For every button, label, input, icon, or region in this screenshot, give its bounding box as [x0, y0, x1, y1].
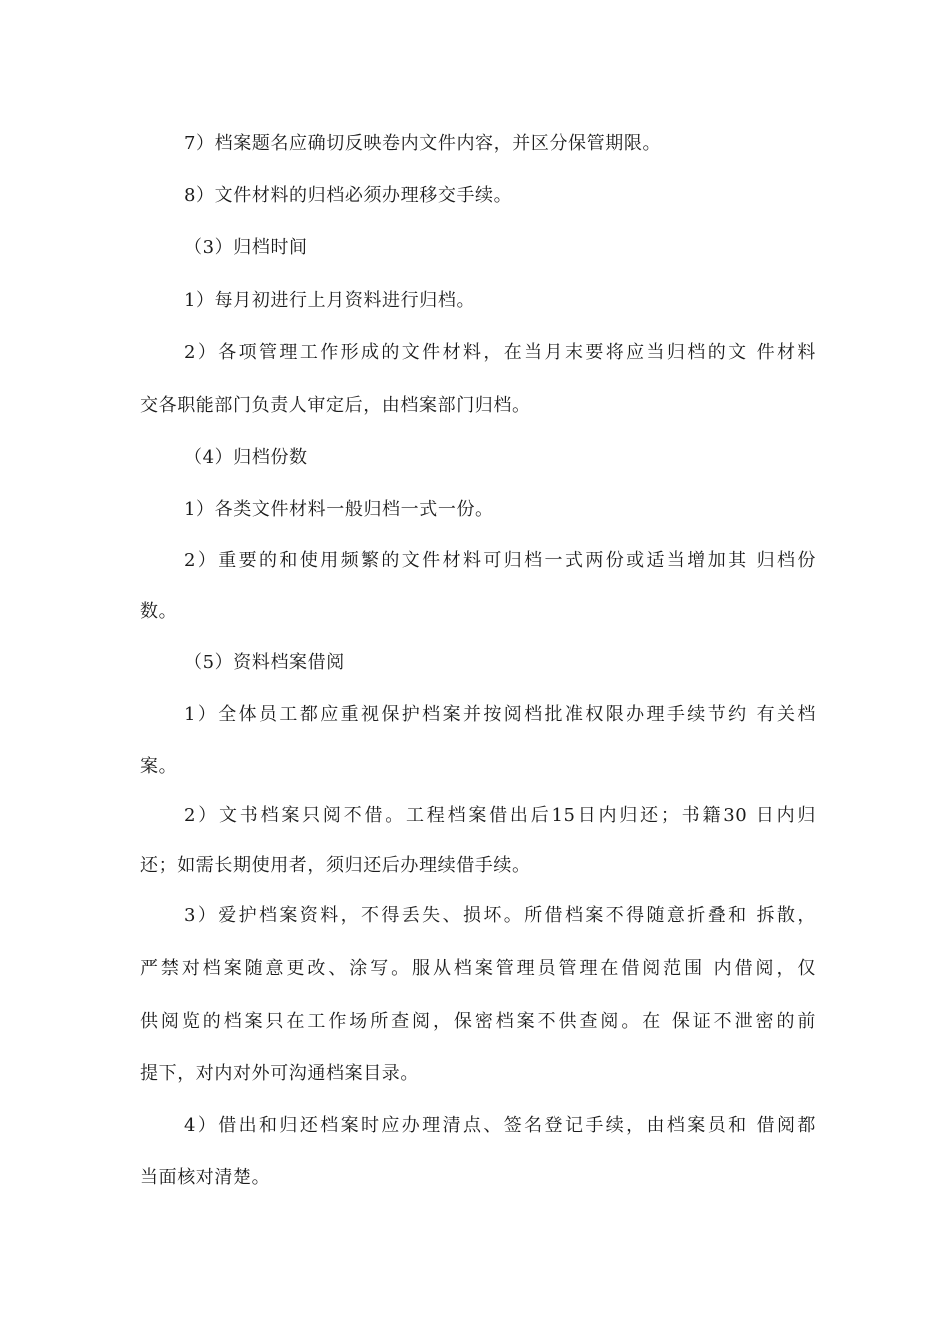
section-5-item-1-line-1: 1）全体员工都应重视保护档案并按阅档批准权限办理手续节约 有关档 [184, 704, 816, 725]
section-5-item-3-line-4: 提下，对内对外可沟通档案目录。 [140, 1063, 419, 1084]
section-5-item-3-line-2: 严禁对档案随意更改、涂写。服从档案管理员管理在借阅范围 内借阅，仅 [140, 958, 816, 979]
section-5-item-3-line-1: 3）爱护档案资料，不得丢失、损坏。所借档案不得随意折叠和 拆散， [184, 905, 816, 926]
section-5-item-4-line-2: 当面核对清楚。 [140, 1167, 271, 1188]
section-4-item-1: 1）各类文件材料一般归档一式一份。 [184, 499, 494, 520]
section-3-item-2-line-2: 交各职能部门负责人审定后，由档案部门归档。 [140, 395, 531, 416]
section-3-item-1: 1）每月初进行上月资料进行归档。 [184, 290, 476, 311]
section-4-item-2-line-2: 数。 [140, 601, 178, 622]
item-8-line: 8）文件材料的归档必须办理移交手续。 [184, 185, 513, 206]
section-5-item-2-line-1: 2）文书档案只阅不借。工程档案借出后15日内归还；书籍30 日内归 [184, 805, 816, 826]
section-4-heading: （4）归档份数 [184, 447, 308, 468]
section-3-item-2-line-1: 2）各项管理工作形成的文件材料，在当月末要将应当归档的文 件材料 [184, 342, 816, 363]
section-4-item-2-line-1: 2）重要的和使用频繁的文件材料可归档一式两份或适当增加其 归档份 [184, 550, 816, 571]
section-5-item-1-line-2: 案。 [140, 756, 178, 777]
section-5-heading: （5）资料档案借阅 [184, 652, 345, 673]
section-5-item-3-line-3: 供阅览的档案只在工作场所查阅，保密档案不供查阅。在 保证不泄密的前 [140, 1011, 816, 1032]
item-7-line: 7）档案题名应确切反映卷内文件内容，并区分保管期限。 [184, 133, 662, 154]
section-5-item-4-line-1: 4）借出和归还档案时应办理清点、签名登记手续，由档案员和 借阅都 [184, 1115, 816, 1136]
section-3-heading: （3）归档时间 [184, 237, 308, 258]
section-5-item-2-line-2: 还；如需长期使用者，须归还后办理续借手续。 [140, 855, 531, 876]
